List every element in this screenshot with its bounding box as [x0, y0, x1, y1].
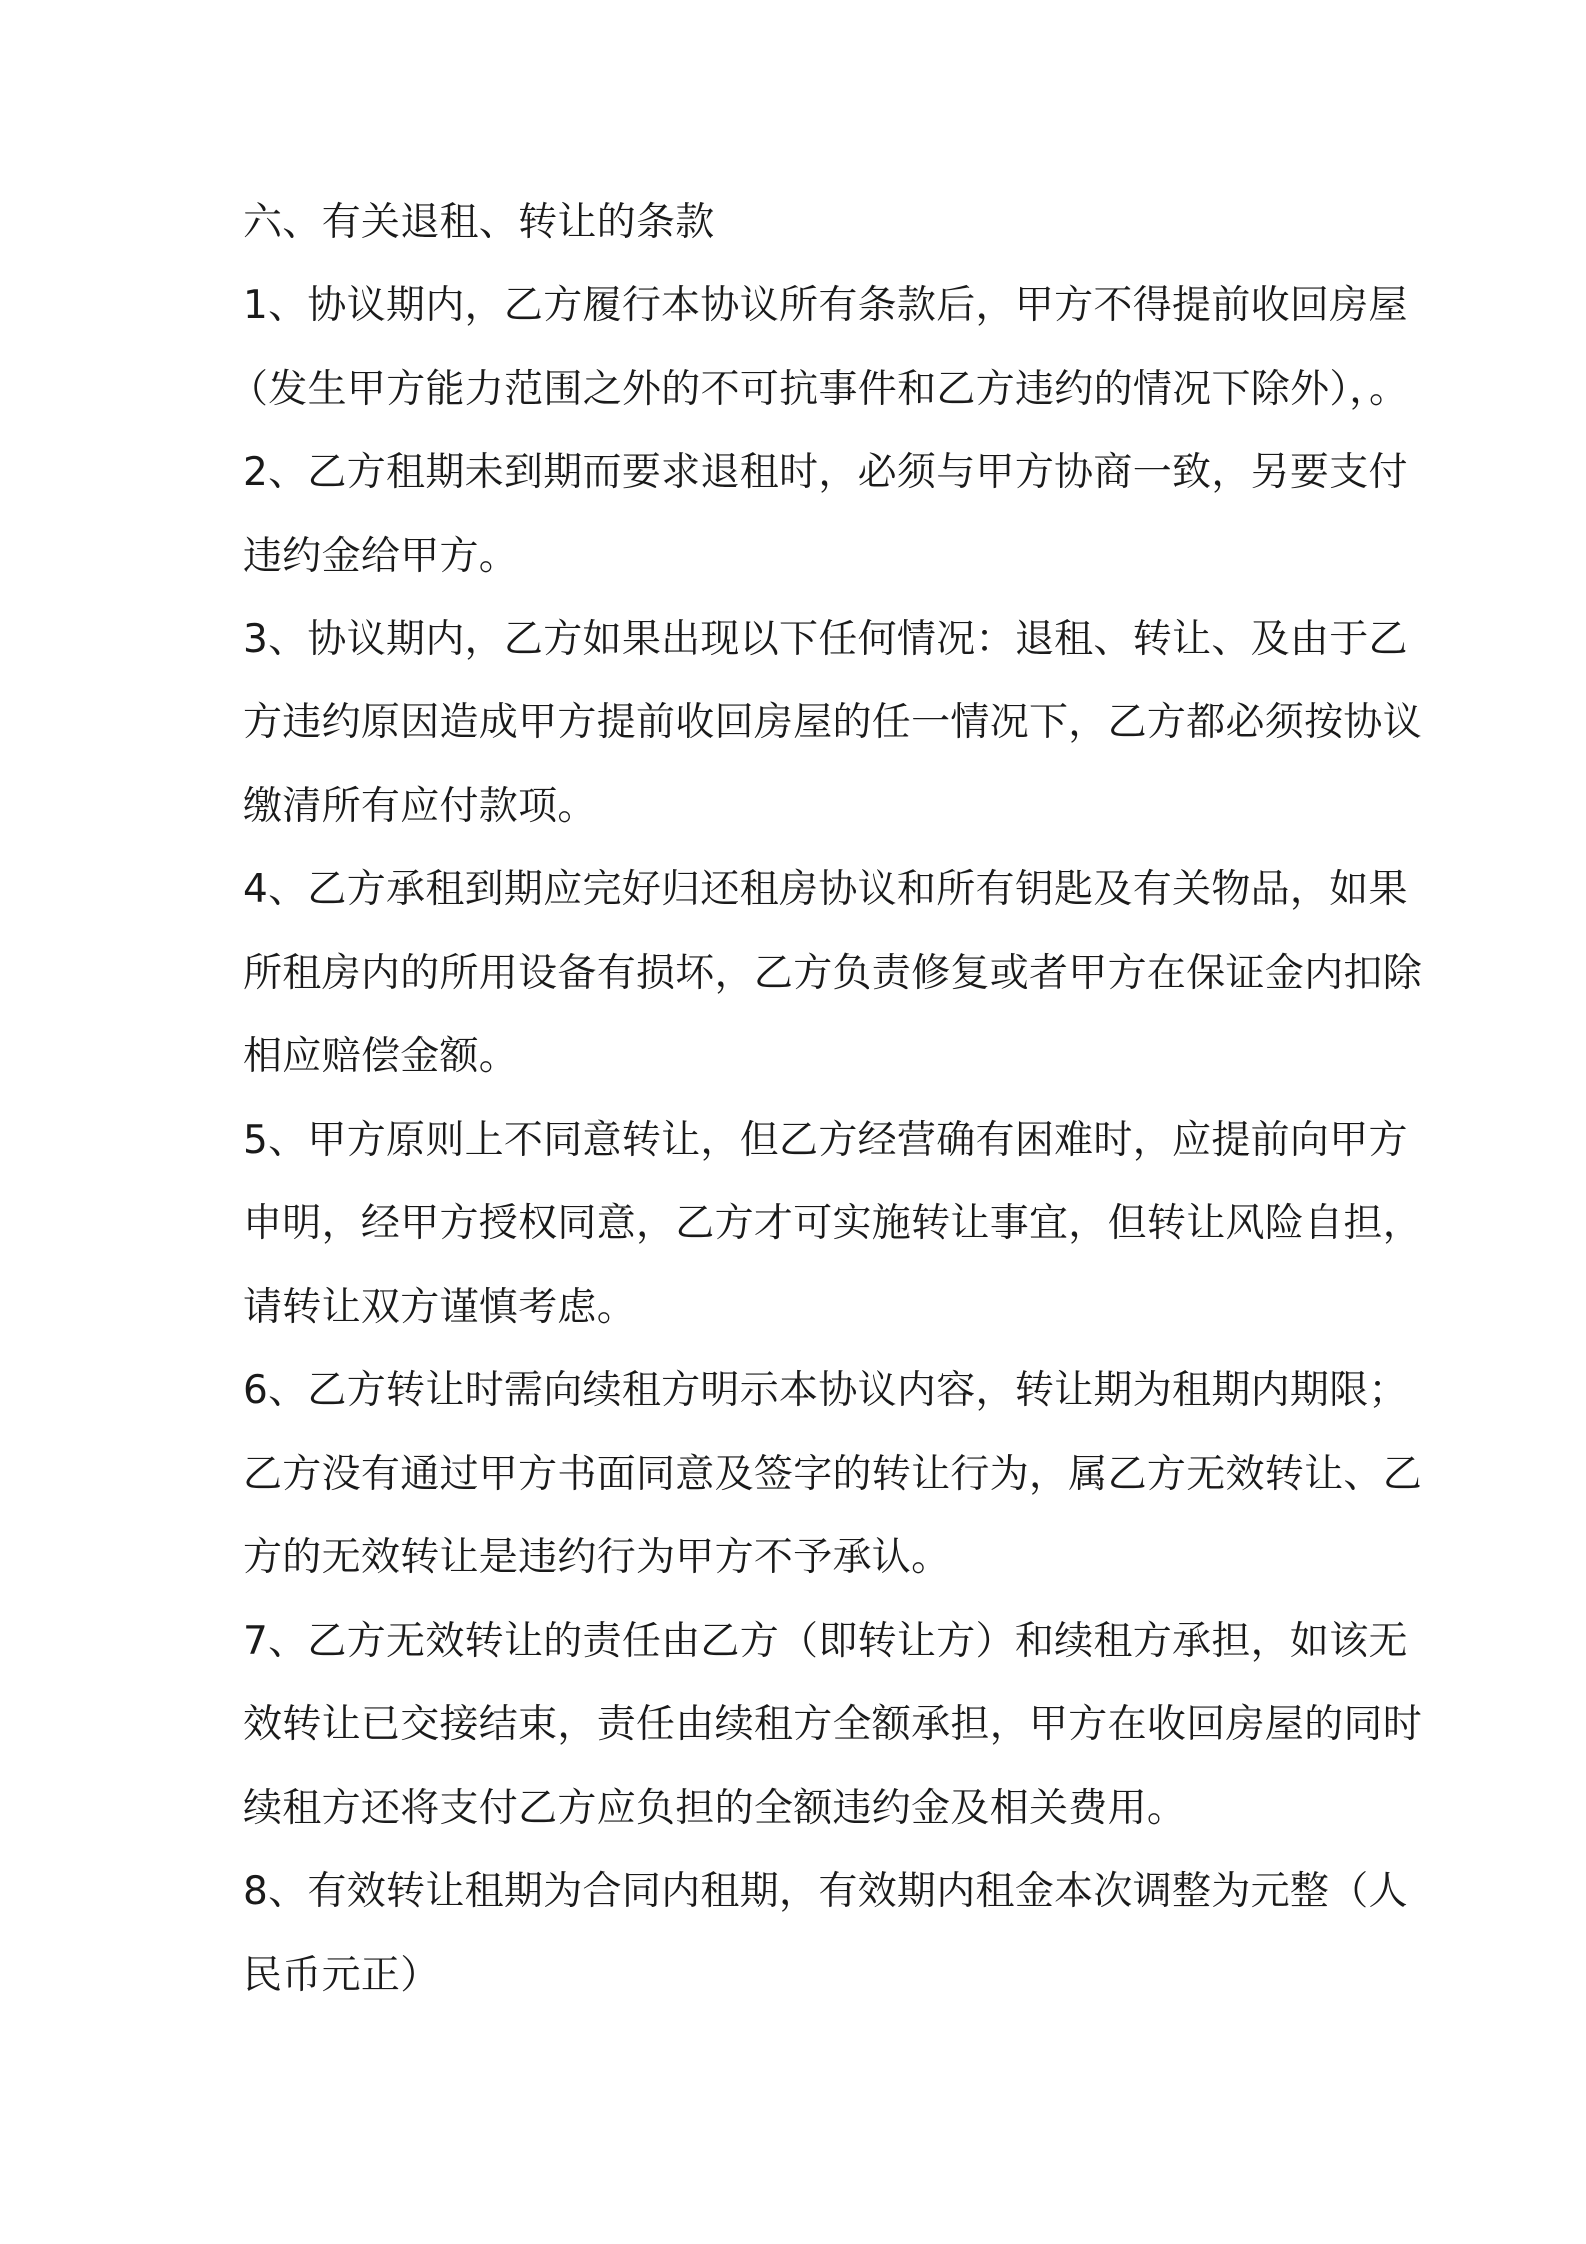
text-line: 3、协议期内，乙方如果出现以下任何情况：退租、转让、及由于乙: [243, 617, 1408, 662]
text-line: 7、乙方无效转让的责任由乙方（即转让方）和续租方承担，如该无: [243, 1619, 1408, 1664]
text-line: 效转让已交接结束，责任由续租方全额承担，甲方在收回房屋的同时: [243, 1702, 1423, 1747]
text-line: 8、有效转让租期为合同内租期，有效期内租金本次调整为元整（人: [243, 1869, 1408, 1914]
text-line: 方违约原因造成甲方提前收回房屋的任一情况下，乙方都必须按协议: [243, 700, 1423, 745]
text-line: （发生甲方能力范围之外的不可抗事件和乙方违约的情况下除外），。: [229, 367, 1409, 412]
text-line: 1、协议期内，乙方履行本协议所有条款后，甲方不得提前收回房屋: [243, 283, 1408, 328]
text-line: 方的无效转让是违约行为甲方不予承认。: [243, 1535, 951, 1580]
section-heading: 六、有关退租、转让的条款: [243, 200, 715, 245]
text-line: 申明，经甲方授权同意，乙方才可实施转让事宜，但转让风险自担，: [243, 1201, 1423, 1246]
text-line: 缴清所有应付款项。: [243, 784, 597, 829]
text-line: 所租房内的所用设备有损坏，乙方负责修复或者甲方在保证金内扣除: [243, 951, 1423, 996]
text-line: 违约金给甲方。: [243, 534, 519, 579]
text-line: 乙方没有通过甲方书面同意及签字的转让行为，属乙方无效转让、乙: [243, 1452, 1423, 1497]
text-line: 民币元正）: [243, 1953, 440, 1998]
text-line: 续租方还将支付乙方应负担的全额违约金及相关费用。: [243, 1786, 1187, 1831]
text-line: 4、乙方承租到期应完好归还租房协议和所有钥匙及有关物品，如果: [243, 867, 1408, 912]
text-line: 2、乙方租期未到期而要求退租时，必须与甲方协商一致，另要支付: [243, 450, 1408, 495]
text-line: 请转让双方谨慎考虑。: [243, 1285, 637, 1330]
text-line: 相应赔偿金额。: [243, 1034, 519, 1079]
text-line: 6、乙方转让时需向续租方明示本协议内容，转让期为租期内期限；: [243, 1368, 1408, 1413]
text-line: 5、甲方原则上不同意转让，但乙方经营确有困难时，应提前向甲方: [243, 1118, 1408, 1163]
